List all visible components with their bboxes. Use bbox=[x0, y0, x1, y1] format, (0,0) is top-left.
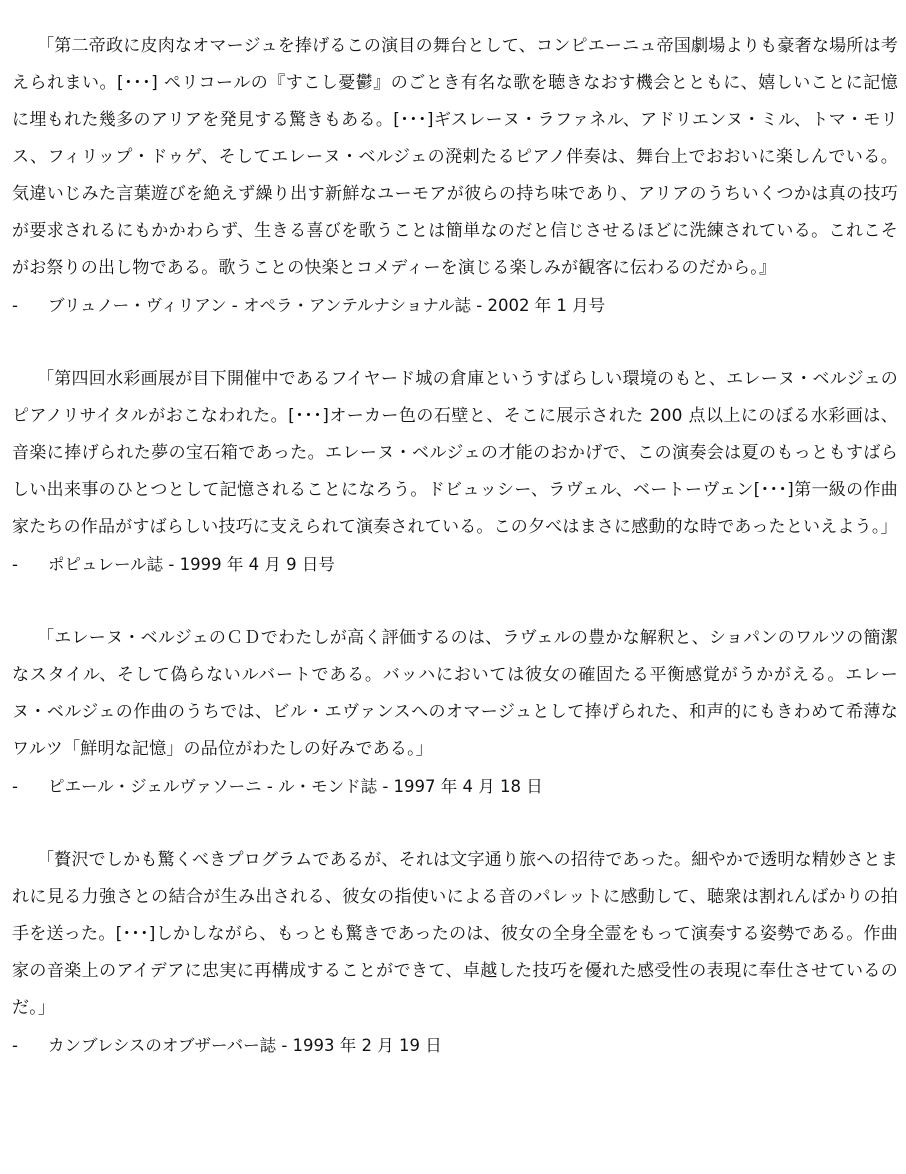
review-source: ポピュレール誌 - 1999 年 4 月 9 日号 bbox=[48, 555, 335, 574]
review-source-line bbox=[12, 546, 898, 583]
review-quote: 「贅沢でしかも驚くべきプログラムであるが、それは文字通り旅への招待であった。細やかで透明な精妙さとまれに見る力強さとの結合が生み出される、彼女の指使いによる音のパレットに感動して、聴衆は割れんばかりの拍手を送った。[･･･]しかしながら、もっとも驚きであったのは、彼女の全身全霊をもって演奏する姿勢である。作曲家の音楽上のアイデアに忠実に再構成することができて、卓越した技巧を優れた感受性の表現に奉仕させているのだ。」 bbox=[12, 850, 898, 1018]
list-dash: - bbox=[12, 296, 18, 315]
review-source: ブリュノー・ヴィリアン - オペラ・アンテルナショナル誌 - 2002 年 1 月号 bbox=[48, 296, 606, 315]
review-source: ピエール・ジェルヴァソーニ - ル・モンド誌 - 1997 年 4 月 18 日 bbox=[48, 777, 543, 796]
review-source-line bbox=[12, 768, 898, 805]
review-quote: 「エレーヌ・ベルジェのＣＤでわたしが高く評価するのは、ラヴェルの豊かな解釈と、ショパンのワルツの簡潔なスタイル、そして偽らないルバートである。バッハにおいては彼女の確固たる平衡感覚がうかがえる。エレーヌ・ベルジェの作曲のうちでは、ビル・エヴァンスへのオマージュとして捧げられた、和声的にもきわめて希薄なワルツ「鮮明な記憶」の品位がわたしの好みである。」 bbox=[12, 628, 898, 759]
review-source-line bbox=[12, 287, 898, 324]
review-quote: 「第二帝政に皮肉なオマージュを捧げるこの演目の舞台として、コンピエーニュ帝国劇場よりも豪奢な場所は考えられまい。[･･･] ペリコールの『すこし憂鬱』のごとき有名な歌を聴きなおす機会とともに、嬉しいことに記憶に埋もれた幾多のアリアを発見する驚きもある。[･･･]ギスレーヌ・ラファネル、アドリエンヌ・ミル、トマ・モリス、フィリップ・ドゥゲ、そしてエレーヌ・ベルジェの溌剌たるピアノ伴奏は、舞台上でおおいに楽しんでいる。気違いじみた言葉遊びを絶えず繰り出す新鮮なユーモアが彼らの持ち味であり、アリアのうちいくつかは真の技巧が要求されるにもかかわらず、生きる喜びを歌うことは簡単なのだと信じさせるほどに洗練されている。これこそがお祭りの出し物である。歌うことの快楽とコメディーを演じる楽しみが観客に伝わるのだから。』 bbox=[12, 36, 898, 278]
review-source-line bbox=[12, 1027, 898, 1064]
review-block bbox=[12, 842, 898, 1064]
review-block bbox=[12, 28, 898, 324]
review-quote: 「第四回水彩画展が目下開催中であるフイヤード城の倉庫というすばらしい環境のもと、エレーヌ・ベルジェのピアノリサイタルがおこなわれた。[･･･]オーカー色の石壁と、そこに展示された 200 点以上にのぼる水彩画は、音楽に捧げられた夢の宝石箱であった。エレーヌ・ベルジェの才能のおかげで、この演奏会は夏のもっともすばらしい出来事のひとつとして記憶されることになろう。ドビュッシー、ラヴェル、ベートーヴェン[･･･]第一級の作曲家たちの作品がすばらしい技巧に支えられて演奏されている。この夕べはまさに感動的な時であったといえよう。」 bbox=[12, 369, 898, 537]
review-block bbox=[12, 620, 898, 805]
press-reviews-page bbox=[12, 28, 898, 1064]
list-dash: - bbox=[12, 1036, 18, 1055]
review-source: カンブレシスのオブザーバー誌 - 1993 年 2 月 19 日 bbox=[48, 1036, 442, 1055]
list-dash: - bbox=[12, 777, 18, 796]
list-dash: - bbox=[12, 555, 18, 574]
review-block bbox=[12, 361, 898, 583]
